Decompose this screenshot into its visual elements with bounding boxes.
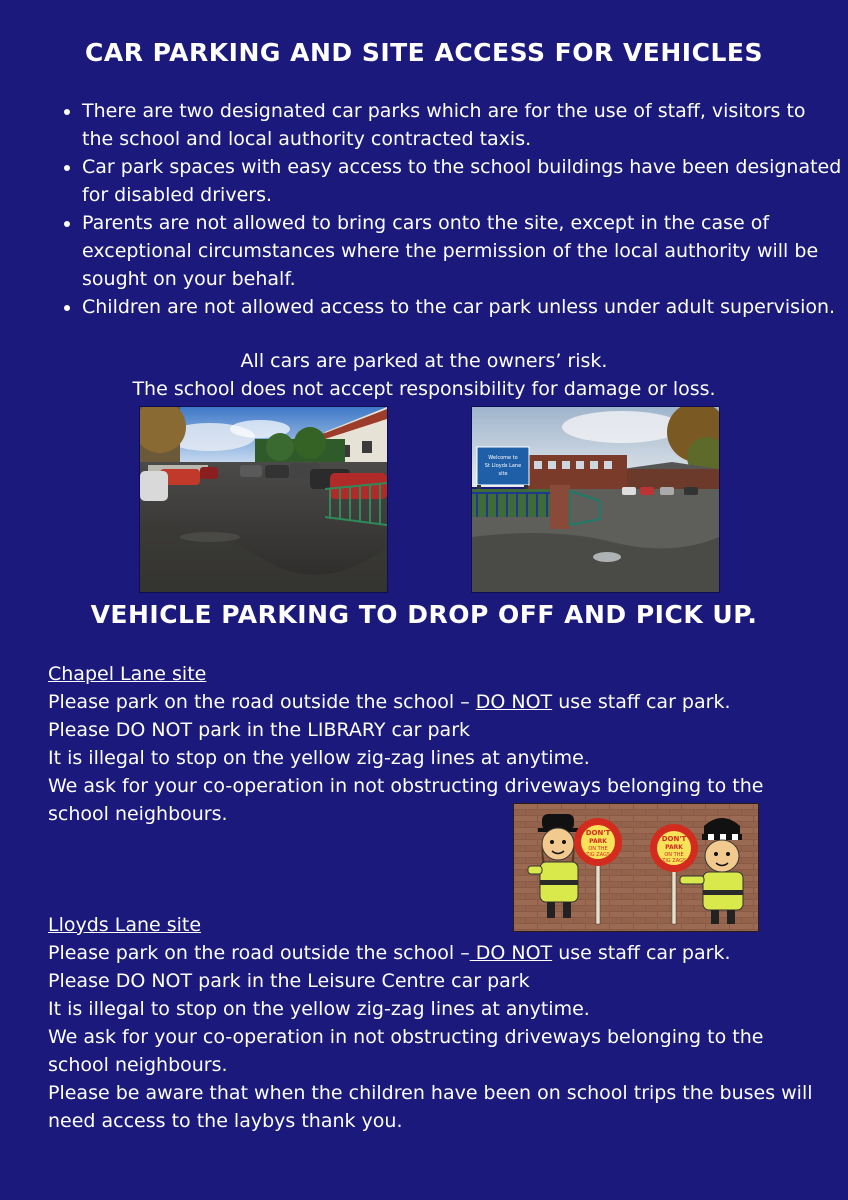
svg-text:Welcome to: Welcome to [488,455,518,461]
section-subtitle: VEHICLE PARKING TO DROP OFF AND PICK UP. [90,600,758,629]
risk-note: All cars are parked at the owners’ risk. [240,350,608,372]
svg-text:St Lloyds Lane: St Lloyds Lane [484,463,522,469]
lloyds-line-1-post: use staff car park. [552,942,731,964]
svg-text:site: site [498,471,508,477]
lloyds-do-not: DO NOT [469,942,553,964]
car-park-photo-right [471,406,720,593]
chapel-line-1 [48,688,818,716]
svg-text:ZIG ZAGS: ZIG ZAGS [585,852,611,858]
chapel-line-1-pre: Please park on the road outside the school – [48,691,476,713]
chapel-do-not: DO NOT [475,691,553,713]
page-title: CAR PARKING AND SITE ACCESS FOR VEHICLES [85,38,763,67]
rules-list [58,97,842,321]
lloyds-line-4: We ask for your co-operation in not obstructing driveways belonging to the school neighbours. [48,1026,764,1076]
chapel-line-4: We ask for your co-operation in not obstructing driveways belonging to the school neighbours. [48,775,764,825]
car-park-photo-left [139,406,388,593]
lloyds-line-1 [48,939,818,967]
chapel-line-2: Please DO NOT park in the LIBRARY car park [48,719,471,741]
lloyds-lane-heading: Lloyds Lane site [48,914,202,936]
svg-text:ON THE: ON THE [588,846,608,852]
car-park-photo-left-image [140,407,387,592]
chapel-line-3: It is illegal to stop on the yellow zig-zag lines at anytime. [48,747,590,769]
lloyds-line-3: It is illegal to stop on the yellow zig-zag lines at anytime. [48,998,590,1020]
responsibility-note: The school does not accept responsibility for damage or loss. [132,378,716,400]
svg-text:ZIG ZAGS: ZIG ZAGS [661,858,687,864]
list-item: • Children are not allowed access to the car park unless under adult supervision. [82,293,842,321]
lloyds-line-5: Please be aware that when the children have been on school trips the buses will need access to the laybys thank you. [48,1082,813,1132]
svg-text:DON'T: DON'T [661,835,687,843]
list-item: • Parents are not allowed to bring cars onto the site, except in the case of exceptional circumstances where the permission of the local authority will be sought on your behalf. [82,209,842,293]
car-park-photo-right-image [472,407,719,592]
list-item: • Car park spaces with easy access to the school buildings have been designated for disabled drivers. [82,153,842,209]
svg-text:ON THE: ON THE [664,852,684,858]
chapel-line-1-post: use staff car park. [552,691,731,713]
svg-text:PARK: PARK [665,844,683,851]
list-item: • There are two designated car parks which are for the use of staff, visitors to the school and local authority contracted taxis. [82,97,842,153]
svg-text:PARK: PARK [589,838,607,845]
lloyds-line-1-pre: Please park on the road outside the school – [48,942,470,964]
svg-text:DON'T: DON'T [585,829,611,837]
chapel-lane-heading: Chapel Lane site [48,663,207,685]
lloyds-lane-section [48,911,818,1135]
lloyds-line-2: Please DO NOT park in the Leisure Centre car park [48,970,530,992]
